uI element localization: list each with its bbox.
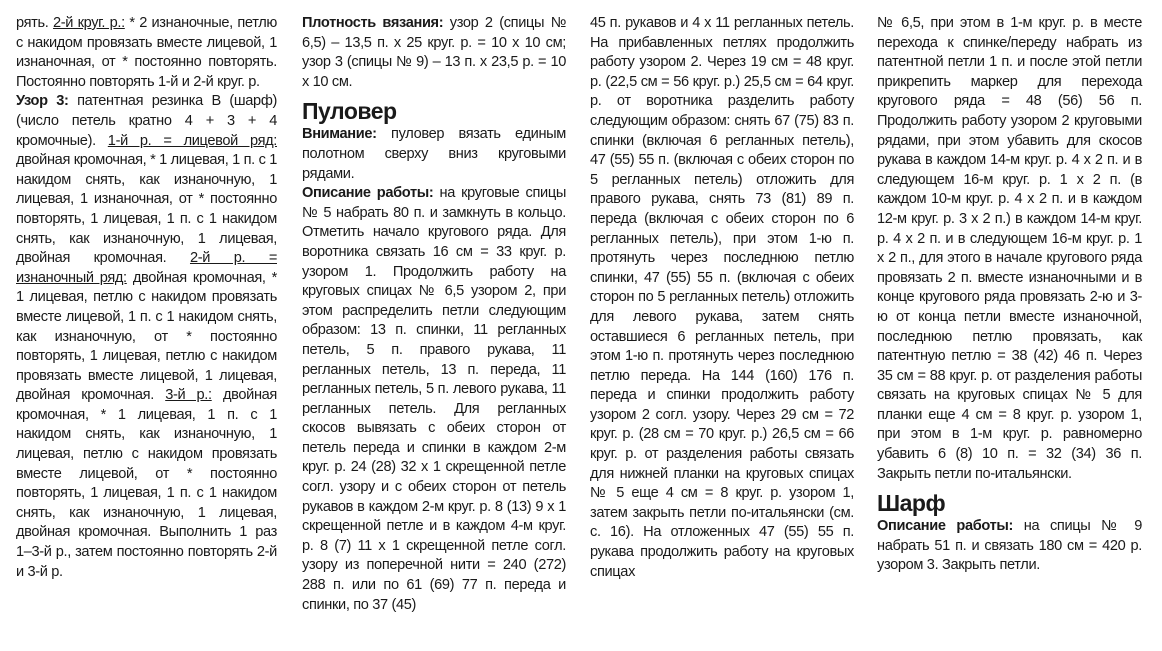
section-heading: Шарф — [877, 490, 946, 517]
text-run: на круговые спицы № 5 набрать 80 п. и замкнуть в кольцо. Отметить начало кругового ряда. Для воротника связать 16 см = 33 круг. р. узором 1. Продолжить работу на круговых спицах № 6,5 узором 2, при этом распределить петли следующим образом: 13 п. спинки, 11 регланных петель, 5 п. правого рукава, 11 регланных петель, 13 п. переда, 11 регланных петель, 5 п. левого рукава, 11 регланных петель. Для регланных скосов вывязать с обеих сторон от петель переда и спинки в каждом 2-м круг. р. 24 (28) 32 х 1 скрещенной петле согл. узору и с обеих сторон от петель рукавов в каждом 2-м круг. р. 8 (13) 9 х 1 скрещенной петле и в каждом 4-м круг. р. 8 (7) 11 х 1 скрещенной петле согл. узору из поперечной нити = 240 (272) 288 п. или по 61 (69) 77 п. переда и спинки, по 37 (45) — [302, 185, 566, 613]
paragraph — [16, 92, 277, 582]
paragraph — [16, 14, 277, 92]
text-run: 45 п. рукавов и 4 х 11 регланных петель. На прибавленных петлях продолжить работу узором 2. Через 19 см = 48 круг. р. (22,5 см = 56 круг. р.) 25,5 см = 64 круг. р. от воротника разделить работу следующим образом: снять 67 (75) 83 п. спинки (включая 6 регланных петель), 47 (55) 55 п. (включая с обеих сторон по 5 регланных петель) отложить для правого рукава, снять 73 (81) 89 п. переда (включая с обеих сторон по 6 регланных петель), при этом 1-ю п. протянуть через последнюю петлю спинки, 47 (55) 55 п. (включая с обеих сторон по 5 регланных петель) отложить для левого рукава, затем снять оставшиеся 6 регланных петель, при этом 1-ю п. протянуть через последнюю петлю переда. На 144 (160) 176 п. переда и спинки продолжить работу узором 2 согл. узору. Через 29 см = 72 круг. р. (28 см = 70 круг. р.) 26,5 см = 66 круг. р. от разделения работы связать для нижней планки на круговых спицах № 5 еще 4 см = 8 круг. р. узором 1, затем закрыть петли по-итальянски (см. с. 16). На отложенных 47 (55) 55 п. рукава продолжить работу на круговых спицах — [590, 15, 854, 580]
section-heading: Пуловер — [302, 98, 397, 125]
text-run: * 2 изнаночные, петлю с накидом провязать вместе лицевой, 1 изнаночная, от * постоянно повторять. Постоянно повторять 1-й и 2-й круг. р. — [16, 15, 277, 90]
text-column-4 — [877, 14, 1142, 576]
text-run: на спицы № 9 набрать 51 п. и связать 180 см = 420 р. узором 3. Закрыть петли. — [877, 518, 1142, 574]
bold-label: Описание работы: — [877, 518, 1014, 535]
text-run: двойная кромочная, * 1 лицевая, петлю с накидом провязать вместе лицевой, 1 п. с 1 накидом снять, как изнаночную, от * постоянно повторять, 1 лицевая, петлю с накидом провязать вместе лицевой, 1 лицевая, двойная кромочная. — [16, 269, 277, 404]
text-run: рять. — [16, 15, 53, 31]
underlined-label: 2-й круг. р.: — [52, 15, 125, 31]
text-run: узор 2 (спицы № 6,5) – 13,5 п. х 25 круг. р. = 10 х 10 см; узор 3 (спицы № 9) – 13 п. х 23,5 р. = 10 х 10 см. — [302, 15, 566, 90]
bold-label: Описание работы: — [302, 185, 434, 202]
text-run: двойная кромочная, * 1 лицевая, 1 п. с 1 накидом снять, как изнаночную, 1 лицевая, петлю с накидом провязать вместе лицевой, от * постоянно повторять, 1 лицевая, 1 п. с 1 накидом снять, как изнаночную, 1 лицевая, двойная кромочная. Выполнить 1 раз 1–3-й р., затем постоянно повторять 2-й и 3-й р. — [16, 387, 277, 580]
paragraph — [302, 125, 566, 184]
bold-label: Внимание: — [302, 126, 377, 143]
underlined-label: 2-й р. = изнаночный ряд: — [16, 250, 277, 286]
text-run: патентная резинка В (шарф) (число петель кратно 4 + 3 + 4 кромочные). — [16, 93, 277, 149]
paragraph — [877, 14, 1142, 484]
paragraph — [302, 184, 566, 615]
paragraph — [302, 14, 566, 92]
underlined-label: 1-й р. = лицевой ряд: — [107, 132, 277, 149]
paragraph — [590, 14, 854, 582]
text-column-2 — [302, 14, 566, 615]
underlined-label: 3-й р.: — [165, 387, 212, 404]
bold-label: Плотность вязания: — [302, 15, 444, 31]
text-run: двойная кромочная, * 1 лицевая, 1 п. с 1 накидом снять, как изнаночную, 1 лицевая, 1 изнаночная, от * постоянно повторять, 1 лицевая, 1 п. с 1 накидом снять, как изнаночную, 1 лицевая, двойная кромочная. — [16, 152, 277, 267]
text-column-1 — [16, 14, 277, 582]
paragraph — [877, 517, 1142, 576]
text-run: № 6,5, при этом в 1-м круг. р. в месте перехода к спинке/переду набрать из патентной петли 1 п. и после этой петли прикрепить маркер для перехода кругового ряда = 48 (56) 56 п. Продолжить работу узором 2 круговыми рядами, при этом убавить для скосов рукава в каждом 14-м круг. р. 4 х 2 п. и в следующем 16-м круг. р. 1 х 2 п. (в каждом 10-м круг. р. 4 х 2 п. и в каждом 12-м круг. р. 3 х 2 п.) в каждом 14-м круг. р. 4 х 2 п. и в следующем 16-м круг. р. 1 х 2 п., для этого в начале кругового ряда провязать 2 п. вместе изнаночными и в конце кругового ряда провязать 2-ю и 3-ю от конца петли вместе изнаночной, последнюю петлю провязать, как патентную петлю = 38 (42) 46 п. Через 35 см = 88 круг. р. от разделения работы связать на круговых спицах № 5 для планки еще 4 см = 8 круг. р. узором 1, при этом в 1-м круг. р. равномерно убавить 6 (8) 10 п. = 32 (34) 36 п. Закрыть петли по-итальянски. — [877, 15, 1142, 482]
text-run: пуловер вязать единым полотном сверху вниз круговыми рядами. — [302, 126, 566, 182]
text-column-3 — [590, 14, 854, 582]
bold-label: Узор 3: — [16, 93, 69, 110]
